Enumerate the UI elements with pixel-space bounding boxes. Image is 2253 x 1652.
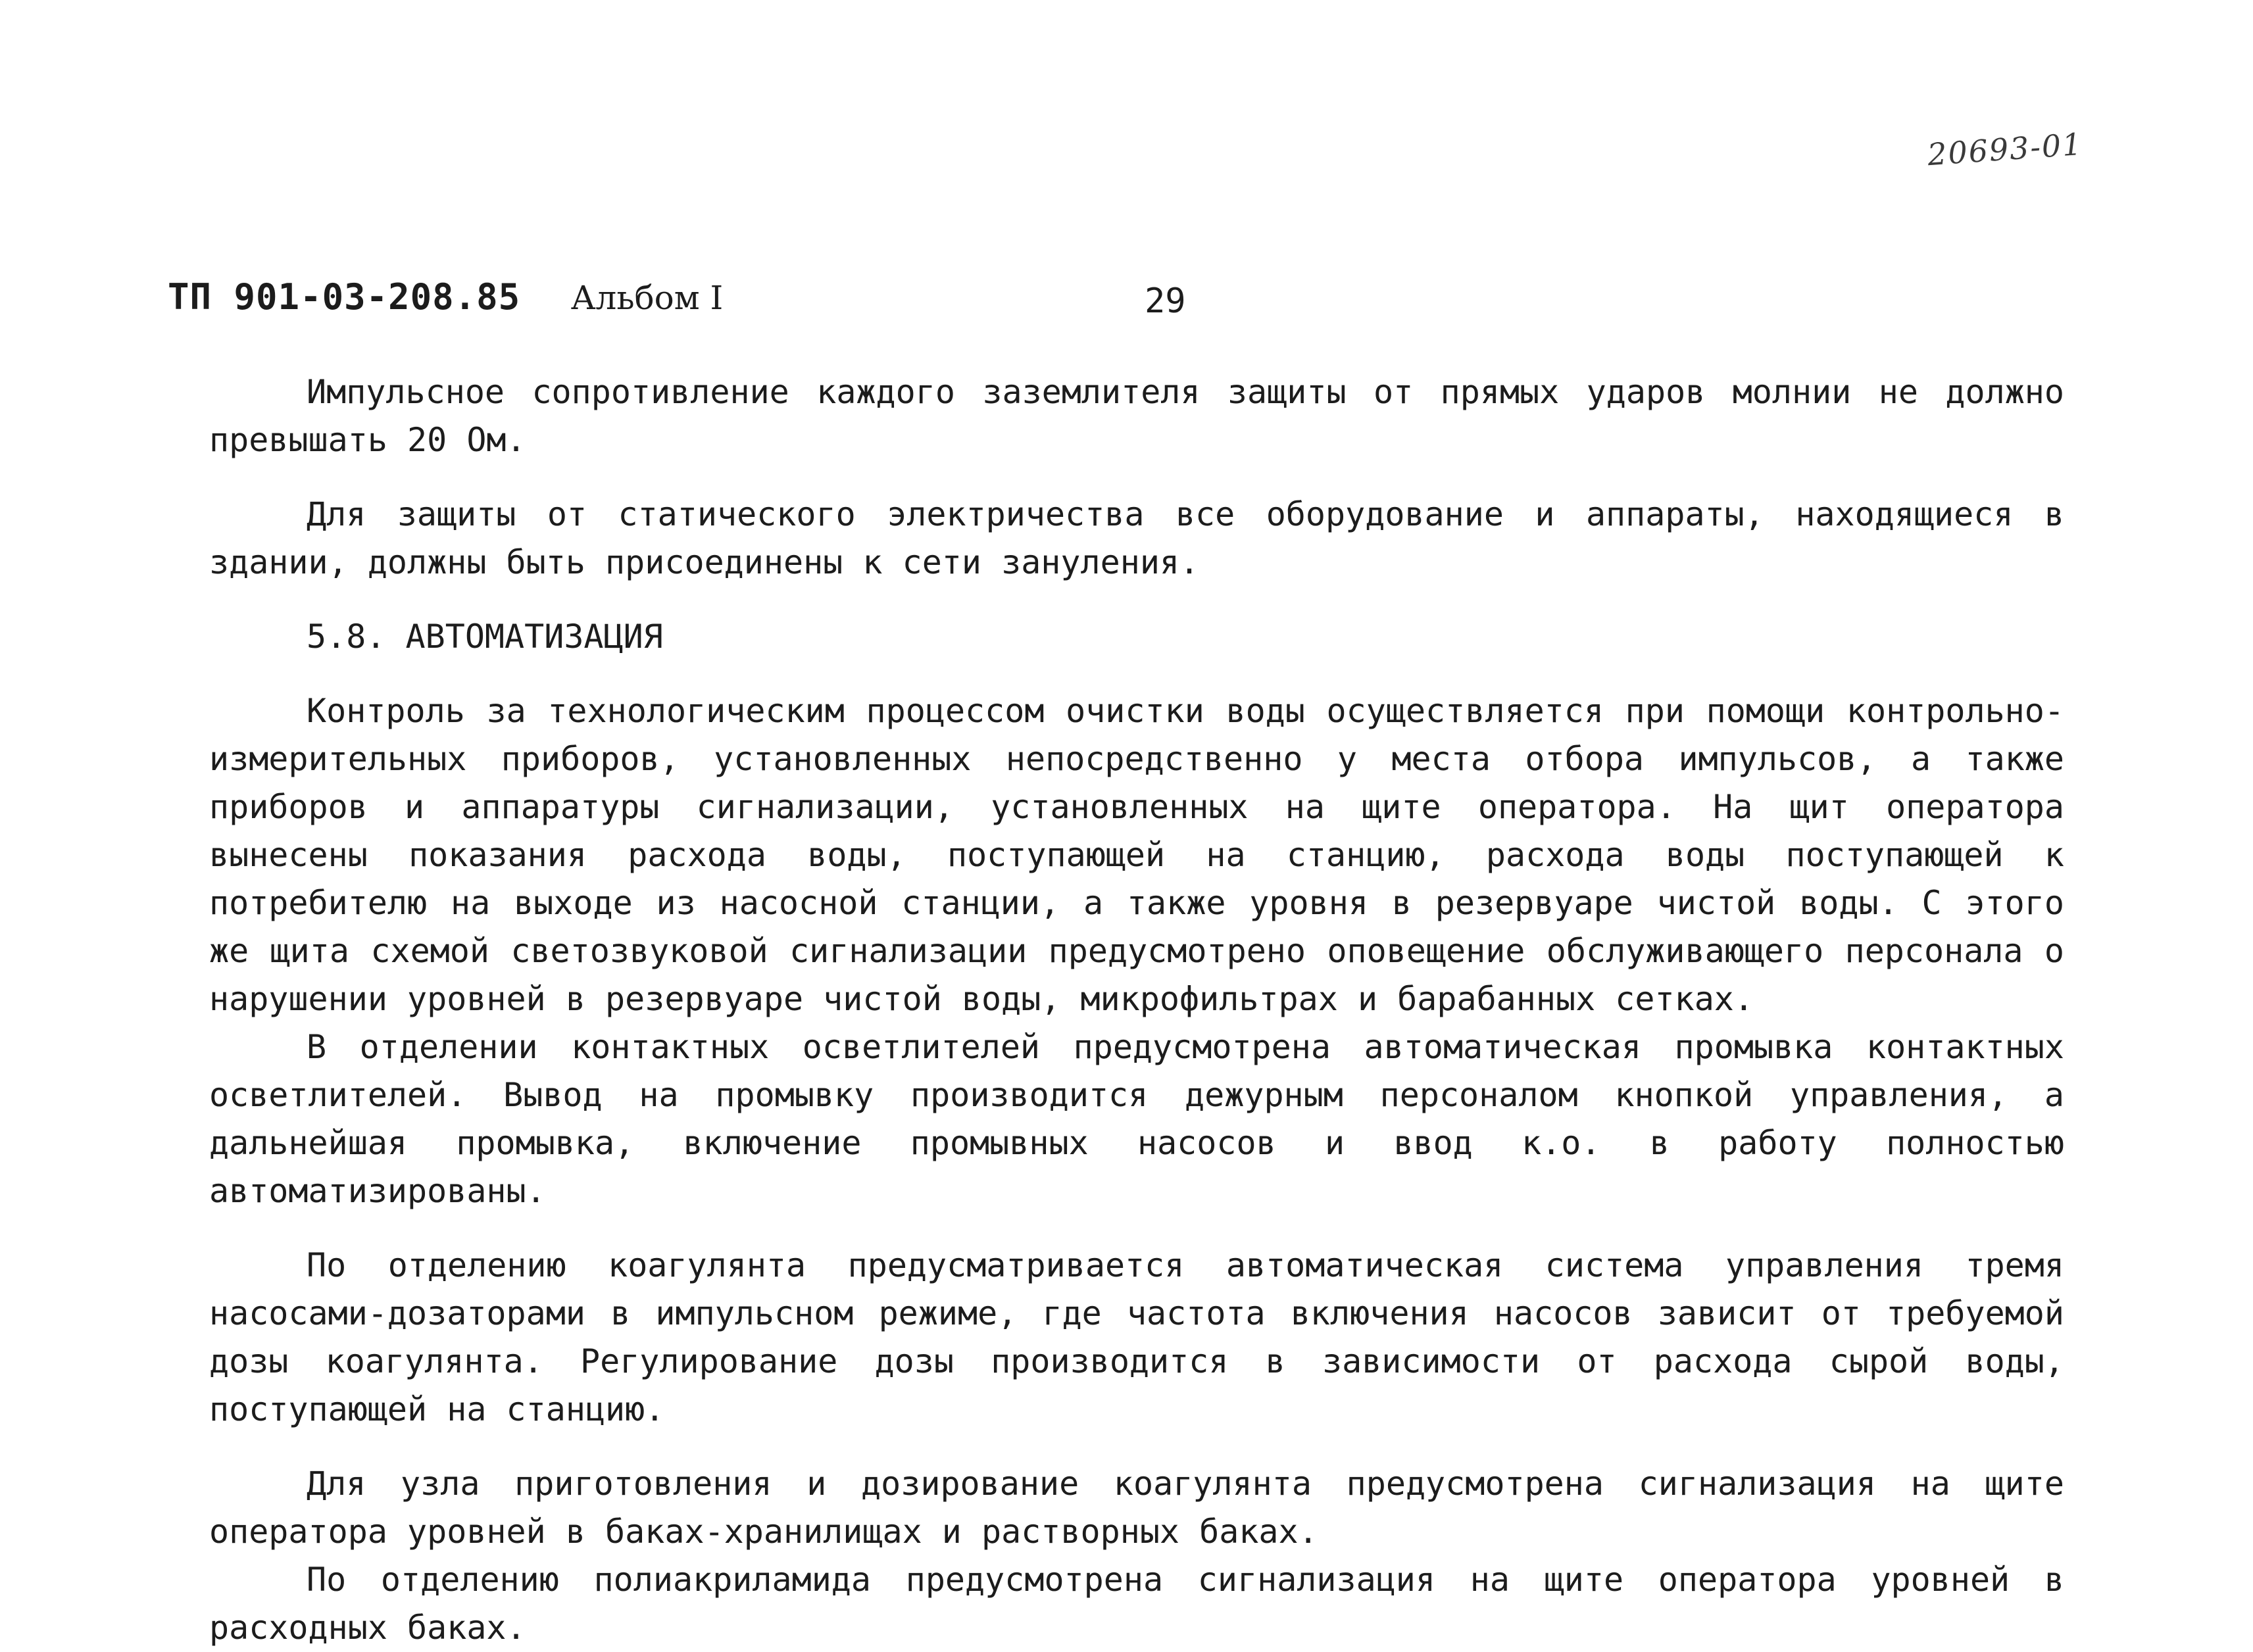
body-text [209,368,2064,1652]
paragraph: Контроль за технологическим процессом очистки воды осуществляется при помощи контрольно-измерительных приборов, установленных непосредственно у места отбора импульсов, а также приборов и аппаратуры сигнализации, установленных на щите оператора. На щит оператора вынесены показания расхода воды, поступающей на станцию, расхода воды поступающей к потребителю на выходе из насосной станции, а также уровня в резервуаре чистой воды. С этого же щита схемой светозвуковой сигнализации предусмотрено оповещение обслуживающего персонала о нарушении уровней в резервуаре чистой воды, микрофильтрах и барабанных сетках. [209,692,2064,1018]
paragraph: Для узла приготовления и дозирование коагулянта предусмотрена сигнализация на щите оператора уровней в баках-хранилищах и растворных баках. [209,1465,2064,1551]
document-code: ТП 901-03-208.85 [168,276,521,318]
paragraph: В отделении контактных осветлителей предусмотрена автоматическая промывка контактных осветлителей. Вывод на промывку производится дежурным персоналом кнопкой управления, а дальнейшая промывка, включение промывных насосов и ввод к.о. в работу полностью автоматизированы. [209,1028,2064,1210]
archive-stamp: 20693-01 [1926,126,2085,173]
album-label: Альбом I [570,279,724,317]
page-header [168,276,723,318]
paragraph: Импульсное сопротивление каждого заземлителя защиты от прямых ударов молнии не должно превышать 20 Ом. [209,373,2064,459]
section-title: 5.8. АВТОМАТИЗАЦИЯ [307,618,663,656]
paragraph: По отделению коагулянта предусматривается автоматическая система управления тремя насосами-дозаторами в импульсном режиме, где частота включения насосов зависит от требуемой дозы коагулянта. Регулирование дозы производится в зависимости от расхода сырой воды, поступающей на станцию. [209,1246,2064,1428]
paragraph: По отделению полиакриламида предусмотрена сигнализация на щите оператора уровней в расходных баках. [209,1561,2064,1647]
page-number: 29 [1145,281,1186,321]
paragraph: Для защиты от статического электричества все оборудование и аппараты, находящиеся в здании, должны быть присоединены к сети зануления. [209,495,2064,581]
